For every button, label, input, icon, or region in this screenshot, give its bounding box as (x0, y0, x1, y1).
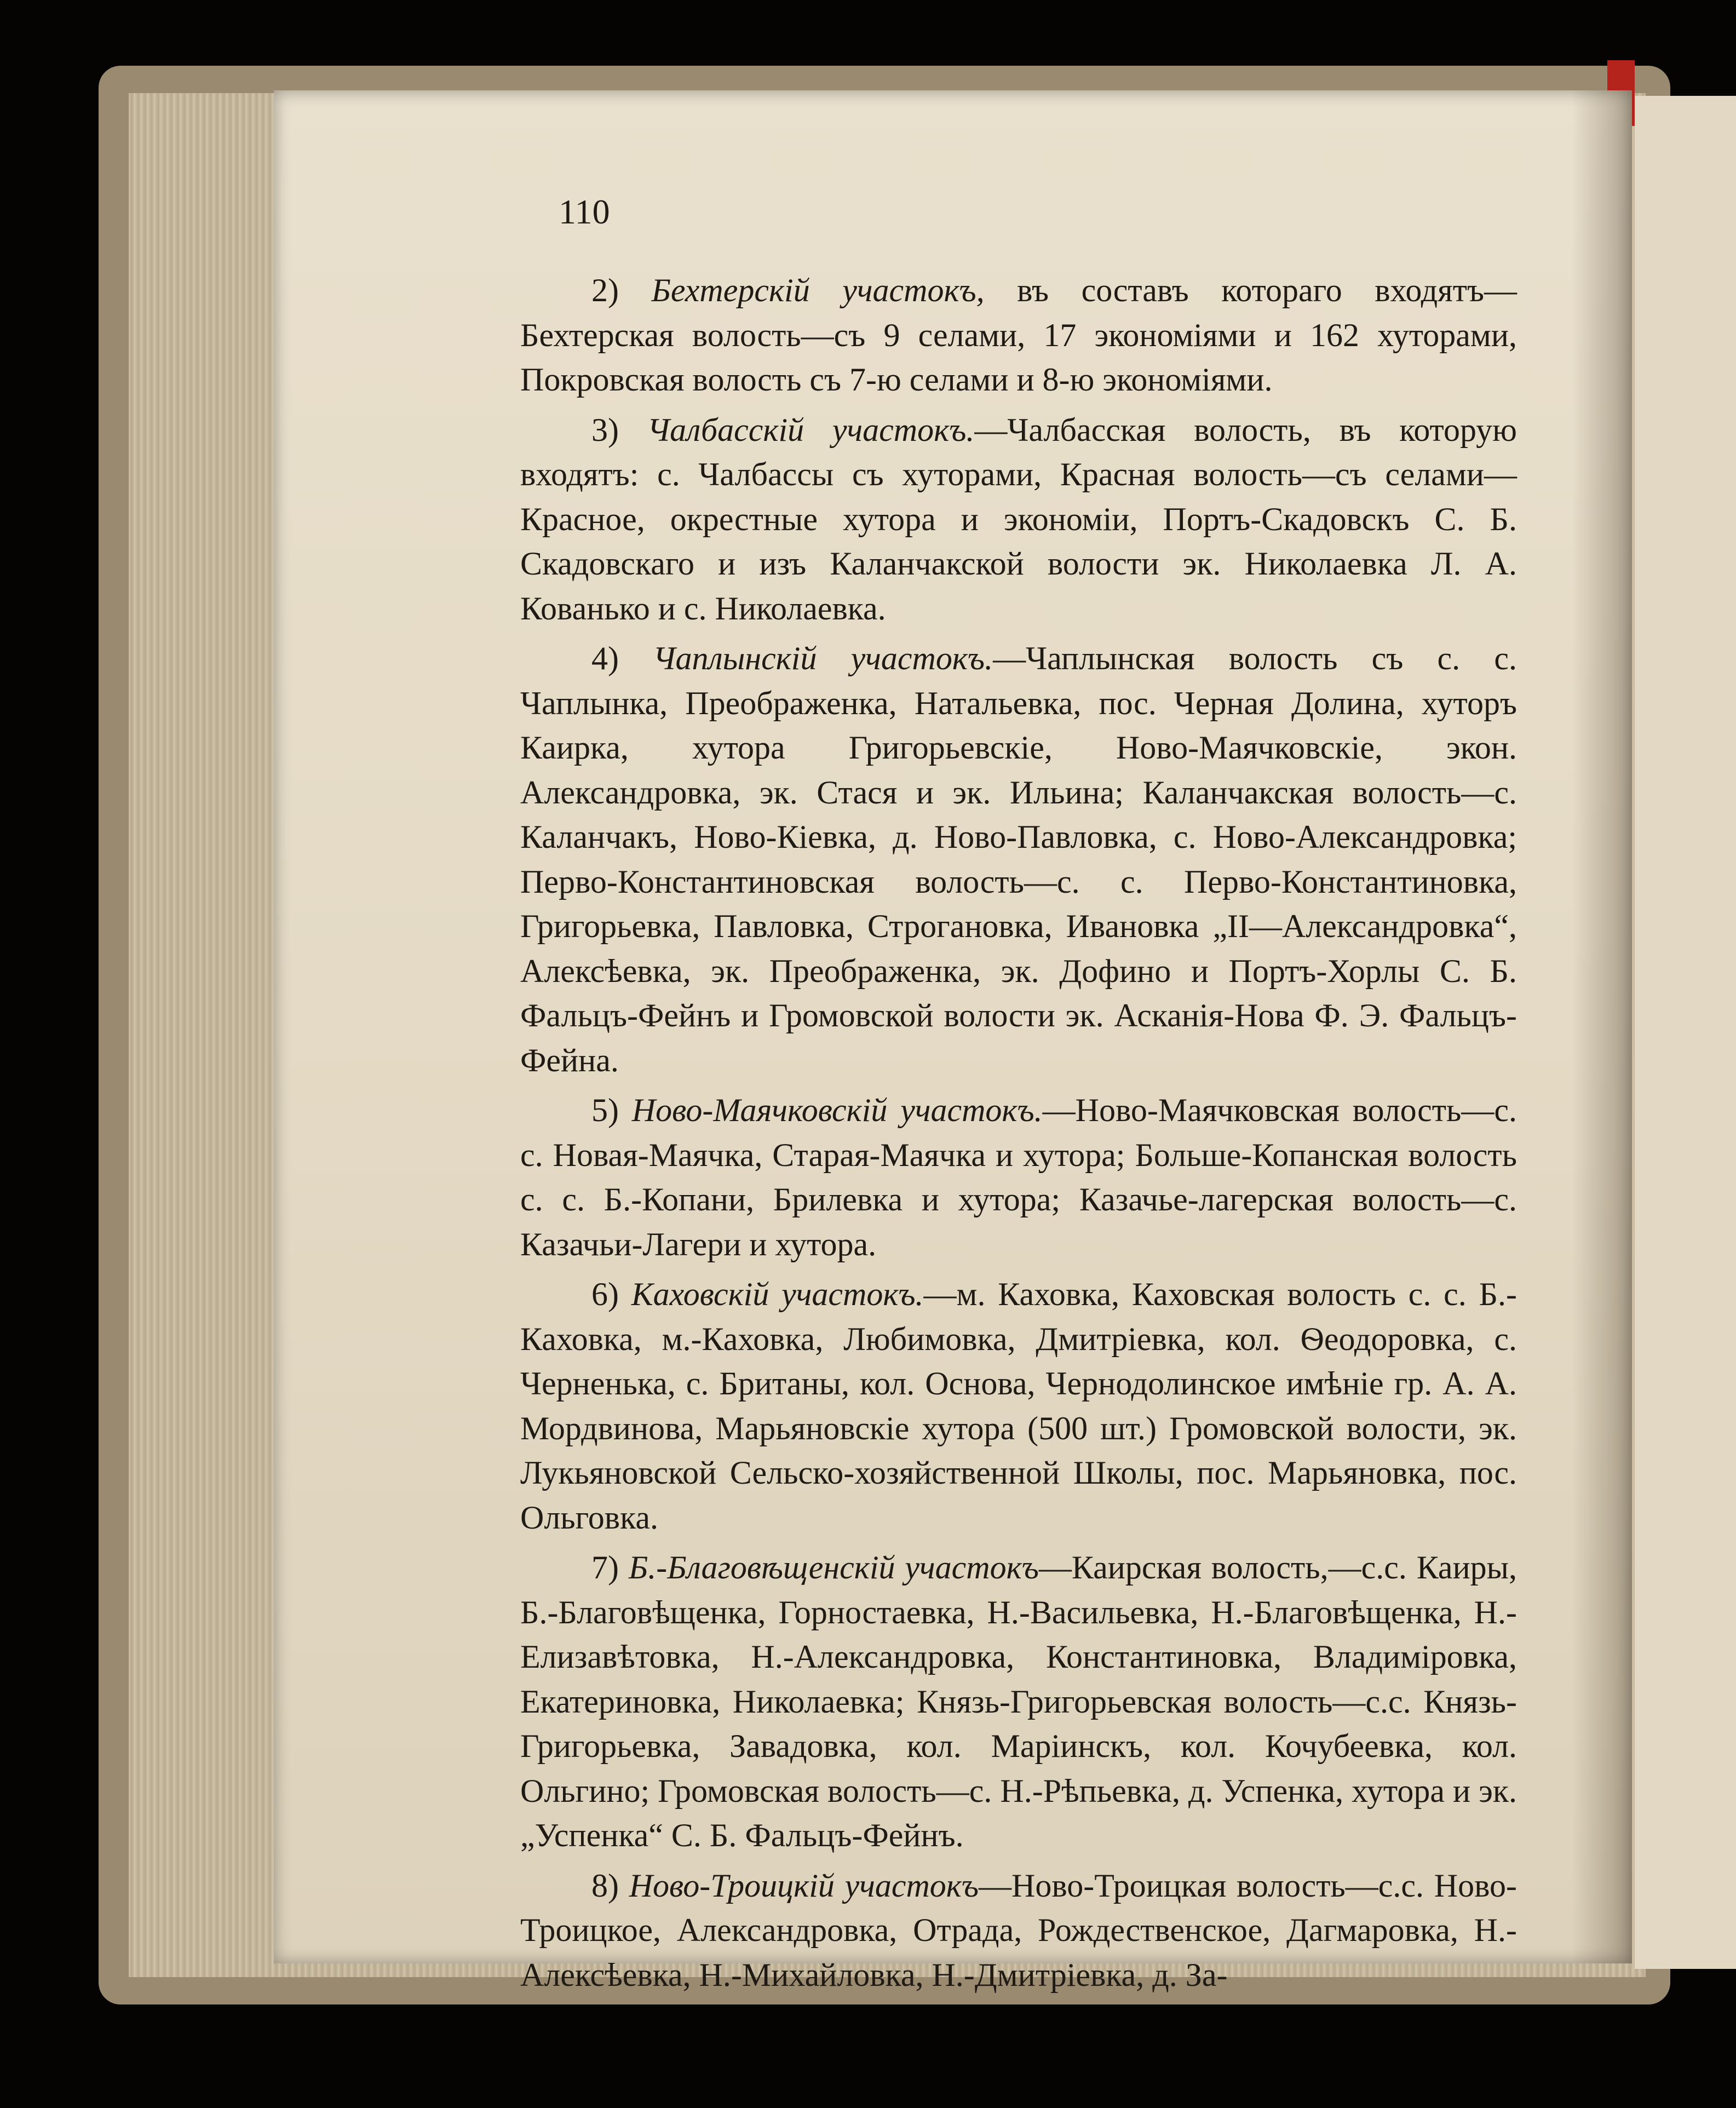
paragraph-text: —Каирская волость,—с.с. Каиры, Б.-Благовѣщенка, Горностаевка, Н.-Васильевка, Н.-Благовѣщенка, Н.-Елизавѣтовка, Н.-Александровка, Константиновка, Владиміровка, Екатериновка, Николаевка; Князь-Григорьевская волость—с.с. Князь-Григорьевка, Завадовка, кол. Маріинскъ, кол. Кочубеевка, кол. Ольгино; Громовская волость—с. Н.-Рѣпьевка, д. Успенка, хутора и эк. „Успенка“ С. Б. Фальцъ-Фейнъ. (520, 1549, 1517, 1853)
paragraph-5 (520, 1088, 1517, 1267)
paragraph-number: 4) (591, 640, 619, 676)
paragraph-heading: Ново-Троицкій участокъ (629, 1867, 979, 1904)
paragraph-heading: Б.-Благовѣщенскій участокъ (628, 1549, 1039, 1586)
paragraph-4 (520, 636, 1517, 1083)
paragraph-heading: Каховскій участокъ. (631, 1276, 924, 1312)
paragraph-heading: Чаплынскій участокъ. (653, 640, 993, 676)
page-text (520, 189, 1517, 2003)
paragraph-text: —Чалбасская волость, въ которую входятъ: с. Чалбассы съ хуторами, Красная волость—съ селами—Красное, окрестные хутора и экономіи, Портъ-Скадовскъ С. Б. Скадовскаго и изъ Каланчакской волости эк. Николаевка Л. А. Кованько и с. Николаевка. (520, 411, 1517, 627)
paragraph-text: —Чаплынская волость съ с. с. Чаплынка, Преображенка, Натальевка, пос. Черная Долина, хуторъ Каирка, хутора Григорьевскіе, Ново-Маячковскіе, экон. Александровка, эк. Стася и эк. Ильина; Каланчакская волость—с. Каланчакъ, Ново-Кіевка, д. Ново-Павловка, с. Ново-Александровка; Перво-Константиновская волость—с. с. Перво-Константиновка, Григорьевка, Павловка, Строгановка, Ивановка „II—Александровка“, Алексѣевка, эк. Преображенка, эк. Дофино и Портъ-Хорлы С. Б. Фальцъ-Фейнъ и Громовской волости эк. Асканія-Нова Ф. Э. Фальцъ-Фейна. (520, 640, 1517, 1078)
paragraph-number: 2) (591, 272, 619, 308)
paragraph-number: 3) (591, 411, 619, 448)
paragraph-text: —м. Каховка, Каховская волость с. с. Б.-Каховка, м.-Каховка, Любимовка, Дмитріевка, кол. Ѳеодоровка, с. Черненька, с. Британы, кол. Основа, Чернодолинское имѣніе гр. А. А. Мордвинова, Марьяновскіе хутора (500 шт.) Громовской волости, эк. Лукьяновской Сельско-хозяйственной Школы, пос. Марьяновка, пос. Ольговка. (520, 1276, 1517, 1536)
paragraph-heading: Ново-Маячковскій участокъ. (631, 1092, 1043, 1128)
paragraph-text: въ составъ котораго входятъ—Бехтерская волость—съ 9 селами, 17 экономіями и 162 хуторами, Покровская волость съ 7-ю селами и 8-ю экономіями. (520, 272, 1517, 398)
paragraph-number: 6) (591, 1276, 619, 1312)
paragraph-6 (520, 1272, 1517, 1540)
facing-page-edge (1635, 96, 1736, 1969)
paragraph-heading: Бехтерскій участокъ, (651, 272, 985, 308)
paragraph-number: 5) (591, 1092, 619, 1128)
page-number: 110 (559, 192, 610, 231)
paragraph-text: —Ново-Троицкая волость—с.с. Ново-Троицкое, Александровка, Отрада, Рождественское, Дагмаровка, Н.-Алексѣевка, Н.-Михайловка, Н.-Дмитріевка, д. За- (520, 1867, 1517, 1993)
gutter-shadow (1572, 90, 1632, 1963)
paragraph-text: —Ново-Маячковская волость—с. с. Новая-Маячка, Старая-Маячка и хутора; Больше-Копанская волость с. с. Б.-Копани, Брилевка и хутора; Казачье-лагерская волость—с. Казачьи-Лагери и хутора. (520, 1092, 1517, 1262)
paragraph-heading: Чалбасскій участокъ. (647, 411, 975, 448)
paragraph-3 (520, 408, 1517, 631)
paragraph-number: 8) (591, 1867, 619, 1904)
paragraph-number: 7) (591, 1549, 619, 1586)
paragraph-2 (520, 268, 1517, 403)
paragraph-7 (520, 1546, 1517, 1858)
paragraph-8 (520, 1864, 1517, 1998)
